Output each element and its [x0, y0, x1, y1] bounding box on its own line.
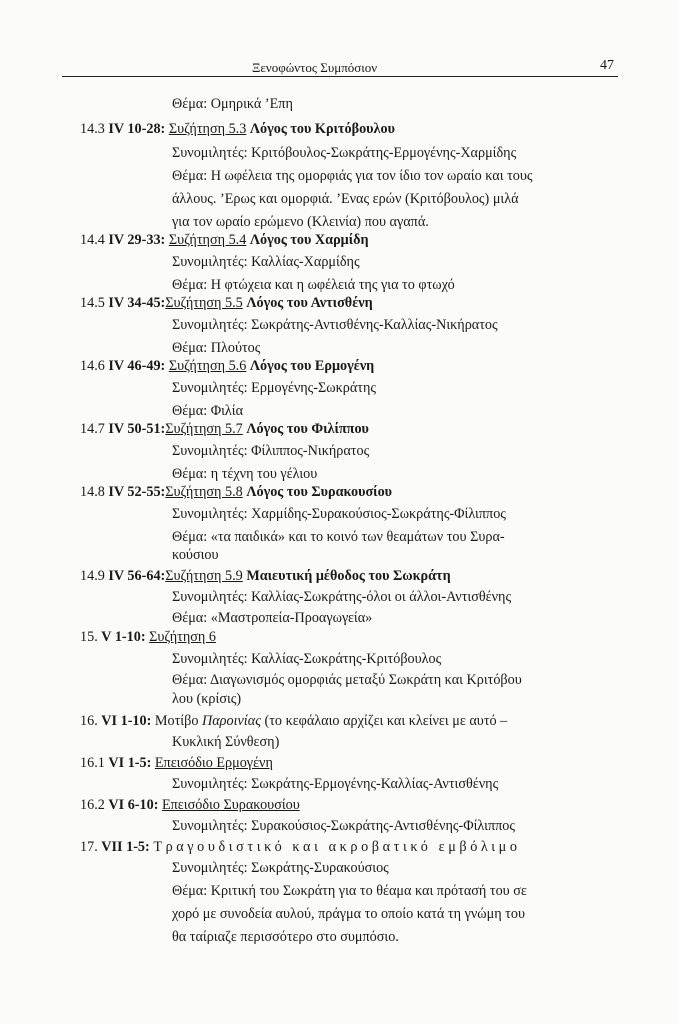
entry-number: 14.9	[80, 568, 109, 584]
entry-episode: Επεισόδιο Συρακουσίου	[161, 797, 300, 813]
entry-discussion: Συζήτηση 5.5	[165, 295, 243, 311]
entry-number: 14.4	[80, 232, 109, 248]
entry-spaced-title: Τραγουδιστικό και ακροβατικό εμβόλιμο	[153, 839, 521, 855]
outline-entry	[80, 482, 392, 502]
outline-line: Θέμα: Διαγωνισμός ομορφιάς μεταξύ Σωκράτη και Κριτόβου	[172, 672, 522, 688]
entry-reference: IV 46-49:	[108, 358, 166, 374]
entry-number: 16.2	[80, 797, 109, 813]
outline-line: Συνομιλητές: Κριτόβουλος-Σωκράτης-Ερμογένης-Χαρμίδης	[172, 145, 517, 161]
outline-line: Θέμα: η τέχνη του γέλιου	[172, 466, 318, 482]
page-number: 47	[600, 58, 614, 73]
outline-line: Συνομιλητές: Καλλίας-Χαρμίδης	[172, 254, 360, 270]
entry-number: 14.7	[80, 421, 109, 437]
entry-number: 14.3	[80, 121, 109, 137]
outline-line: Συνομιλητές: Καλλίας-Σωκράτης-όλοι οι άλλοι-Αντισθένης	[172, 589, 512, 605]
entry-number: 15.	[80, 629, 102, 645]
outline-line: Θέμα: Φιλία	[172, 403, 244, 419]
entry-discussion: Συζήτηση 5.8	[165, 484, 243, 500]
outline-line: Θέμα: «Μαστροπεία-Προαγωγεία»	[172, 610, 373, 626]
entry-discussion: Συζήτηση 5.4	[168, 232, 247, 248]
outline-line: Θέμα: Η φτώχεια και η ωφέλειά της για το φτωχό	[172, 277, 455, 293]
entry-title: Λόγος του Φιλίππου	[246, 421, 369, 437]
outline-entry	[80, 419, 369, 439]
outline-line: κούσιου	[172, 547, 219, 563]
outline-line: Συνομιλητές: Φίλιππος-Νικήρατος	[172, 443, 370, 459]
entry-title: Λόγος του Αντισθένη	[246, 295, 373, 311]
outline-line: Θέμα: «τα παιδικά» και το κοινό των θεαμάτων του Συρα-	[172, 529, 505, 545]
outline-line: Θέμα: Κριτική του Σωκράτη για το θέαμα και πρότασή του σε	[172, 883, 527, 899]
entry-discussion: Συζήτηση 5.3	[168, 121, 247, 137]
outline-entry	[80, 119, 395, 139]
entry-number: 14.8	[80, 484, 109, 500]
entry-number: 17.	[80, 839, 102, 855]
entry-reference: V 1-10:	[101, 629, 146, 645]
entry-discussion: Συζήτηση 5.6	[168, 358, 247, 374]
entry-episode: Επεισόδιο Ερμογένη	[154, 755, 273, 771]
outline-entry	[80, 356, 374, 376]
entry-title: Μαιευτική μέθοδος του Σωκράτη	[246, 568, 451, 584]
outline-line: λου (κρίσις)	[172, 691, 242, 707]
outline-line: Συνομιλητές: Σωκράτης-Ερμογένης-Καλλίας-Αντισθένης	[172, 776, 499, 792]
outline-entry	[80, 566, 451, 586]
entry-title: Λόγος του Συρακουσίου	[246, 484, 393, 500]
entry-reference: IV 56-64:	[108, 568, 166, 584]
entry-number: 16.1	[80, 755, 109, 771]
outline-line: Συνομιλητές: Σωκράτης-Συρακούσιος	[172, 860, 389, 876]
outline-entry	[80, 753, 273, 773]
outline-entry	[80, 837, 521, 857]
outline-line: Συνομιλητές: Καλλίας-Σωκράτης-Κριτόβουλος	[172, 651, 442, 667]
outline-entry	[80, 293, 373, 313]
outline-line: Συνομιλητές: Ερμογένης-Σωκράτης	[172, 380, 377, 396]
entry-number: 14.5	[80, 295, 109, 311]
outline-entry	[80, 627, 216, 647]
outline-line: άλλους. ’Ερως και ομορφιά. ’Ενας ερών (Κριτόβουλος) μιλά	[172, 191, 519, 207]
entry-reference: IV 10-28:	[108, 121, 166, 137]
entry-italic-term: Παροινίας	[201, 713, 261, 729]
entry-number: 14.6	[80, 358, 109, 374]
entry-reference: IV 52-55:	[108, 484, 166, 500]
outline-line: θα ταίριαζε περισσότερο στο συμπόσιο.	[172, 929, 399, 945]
outline-line: Θέμα: Η ωφέλεια της ομορφιάς για τον ίδιο τον ωραίο και τους	[172, 168, 533, 184]
outline-line: χορό με συνοδεία αυλού, πράγμα το οποίο κατά τη γνώμη του	[172, 906, 525, 922]
outline-line: Κυκλική Σύνθεση)	[172, 734, 280, 750]
entry-title: Λόγος του Ερμογένη	[249, 358, 375, 374]
entry-reference: VII 1-5:	[101, 839, 150, 855]
entry-discussion: Συζήτηση 6	[149, 629, 216, 645]
entry-reference: IV 50-51:	[108, 421, 166, 437]
entry-title: Λόγος του Κριτόβουλου	[249, 121, 395, 137]
entry-discussion: Συζήτηση 5.9	[165, 568, 243, 584]
entry-discussion: Συζήτηση 5.7	[165, 421, 243, 437]
entry-reference: IV 34-45:	[108, 295, 166, 311]
outline-line: για τον ωραίο ερώμενο (Κλεινία) που αγαπά.	[172, 214, 429, 230]
outline-line: Συνομιλητές: Σωκράτης-Αντισθένης-Καλλίας-Νικήρατος	[172, 317, 498, 333]
outline-entry: 16. VI 1-10: Μοτίβο Παροινίας (το κεφάλαιο αρχίζει και κλείνει με αυτό –	[80, 713, 508, 729]
entry-reference: VI 6-10:	[108, 797, 159, 813]
outline-line: Συνομιλητές: Χαρμίδης-Συρακούσιος-Σωκράτης-Φίλιππος	[172, 506, 506, 522]
outline-entry	[80, 795, 300, 815]
outline-line: Συνομιλητές: Συρακούσιος-Σωκράτης-Αντισθένης-Φίλιππος	[172, 818, 515, 834]
outline-line: Θέμα: Ομηρικά ’Επη	[172, 96, 293, 112]
entry-reference: VI 1-5:	[108, 755, 152, 771]
entry-reference: VI 1-10:	[101, 713, 152, 729]
entry-reference: IV 29-33:	[108, 232, 166, 248]
entry-number: 16.	[80, 713, 102, 729]
outline-entry	[80, 230, 369, 250]
outline-line: Θέμα: Πλούτος	[172, 340, 261, 356]
header-title: Ξενοφώντος Συμπόσιον	[252, 60, 378, 75]
entry-title: Λόγος του Χαρμίδη	[249, 232, 369, 248]
